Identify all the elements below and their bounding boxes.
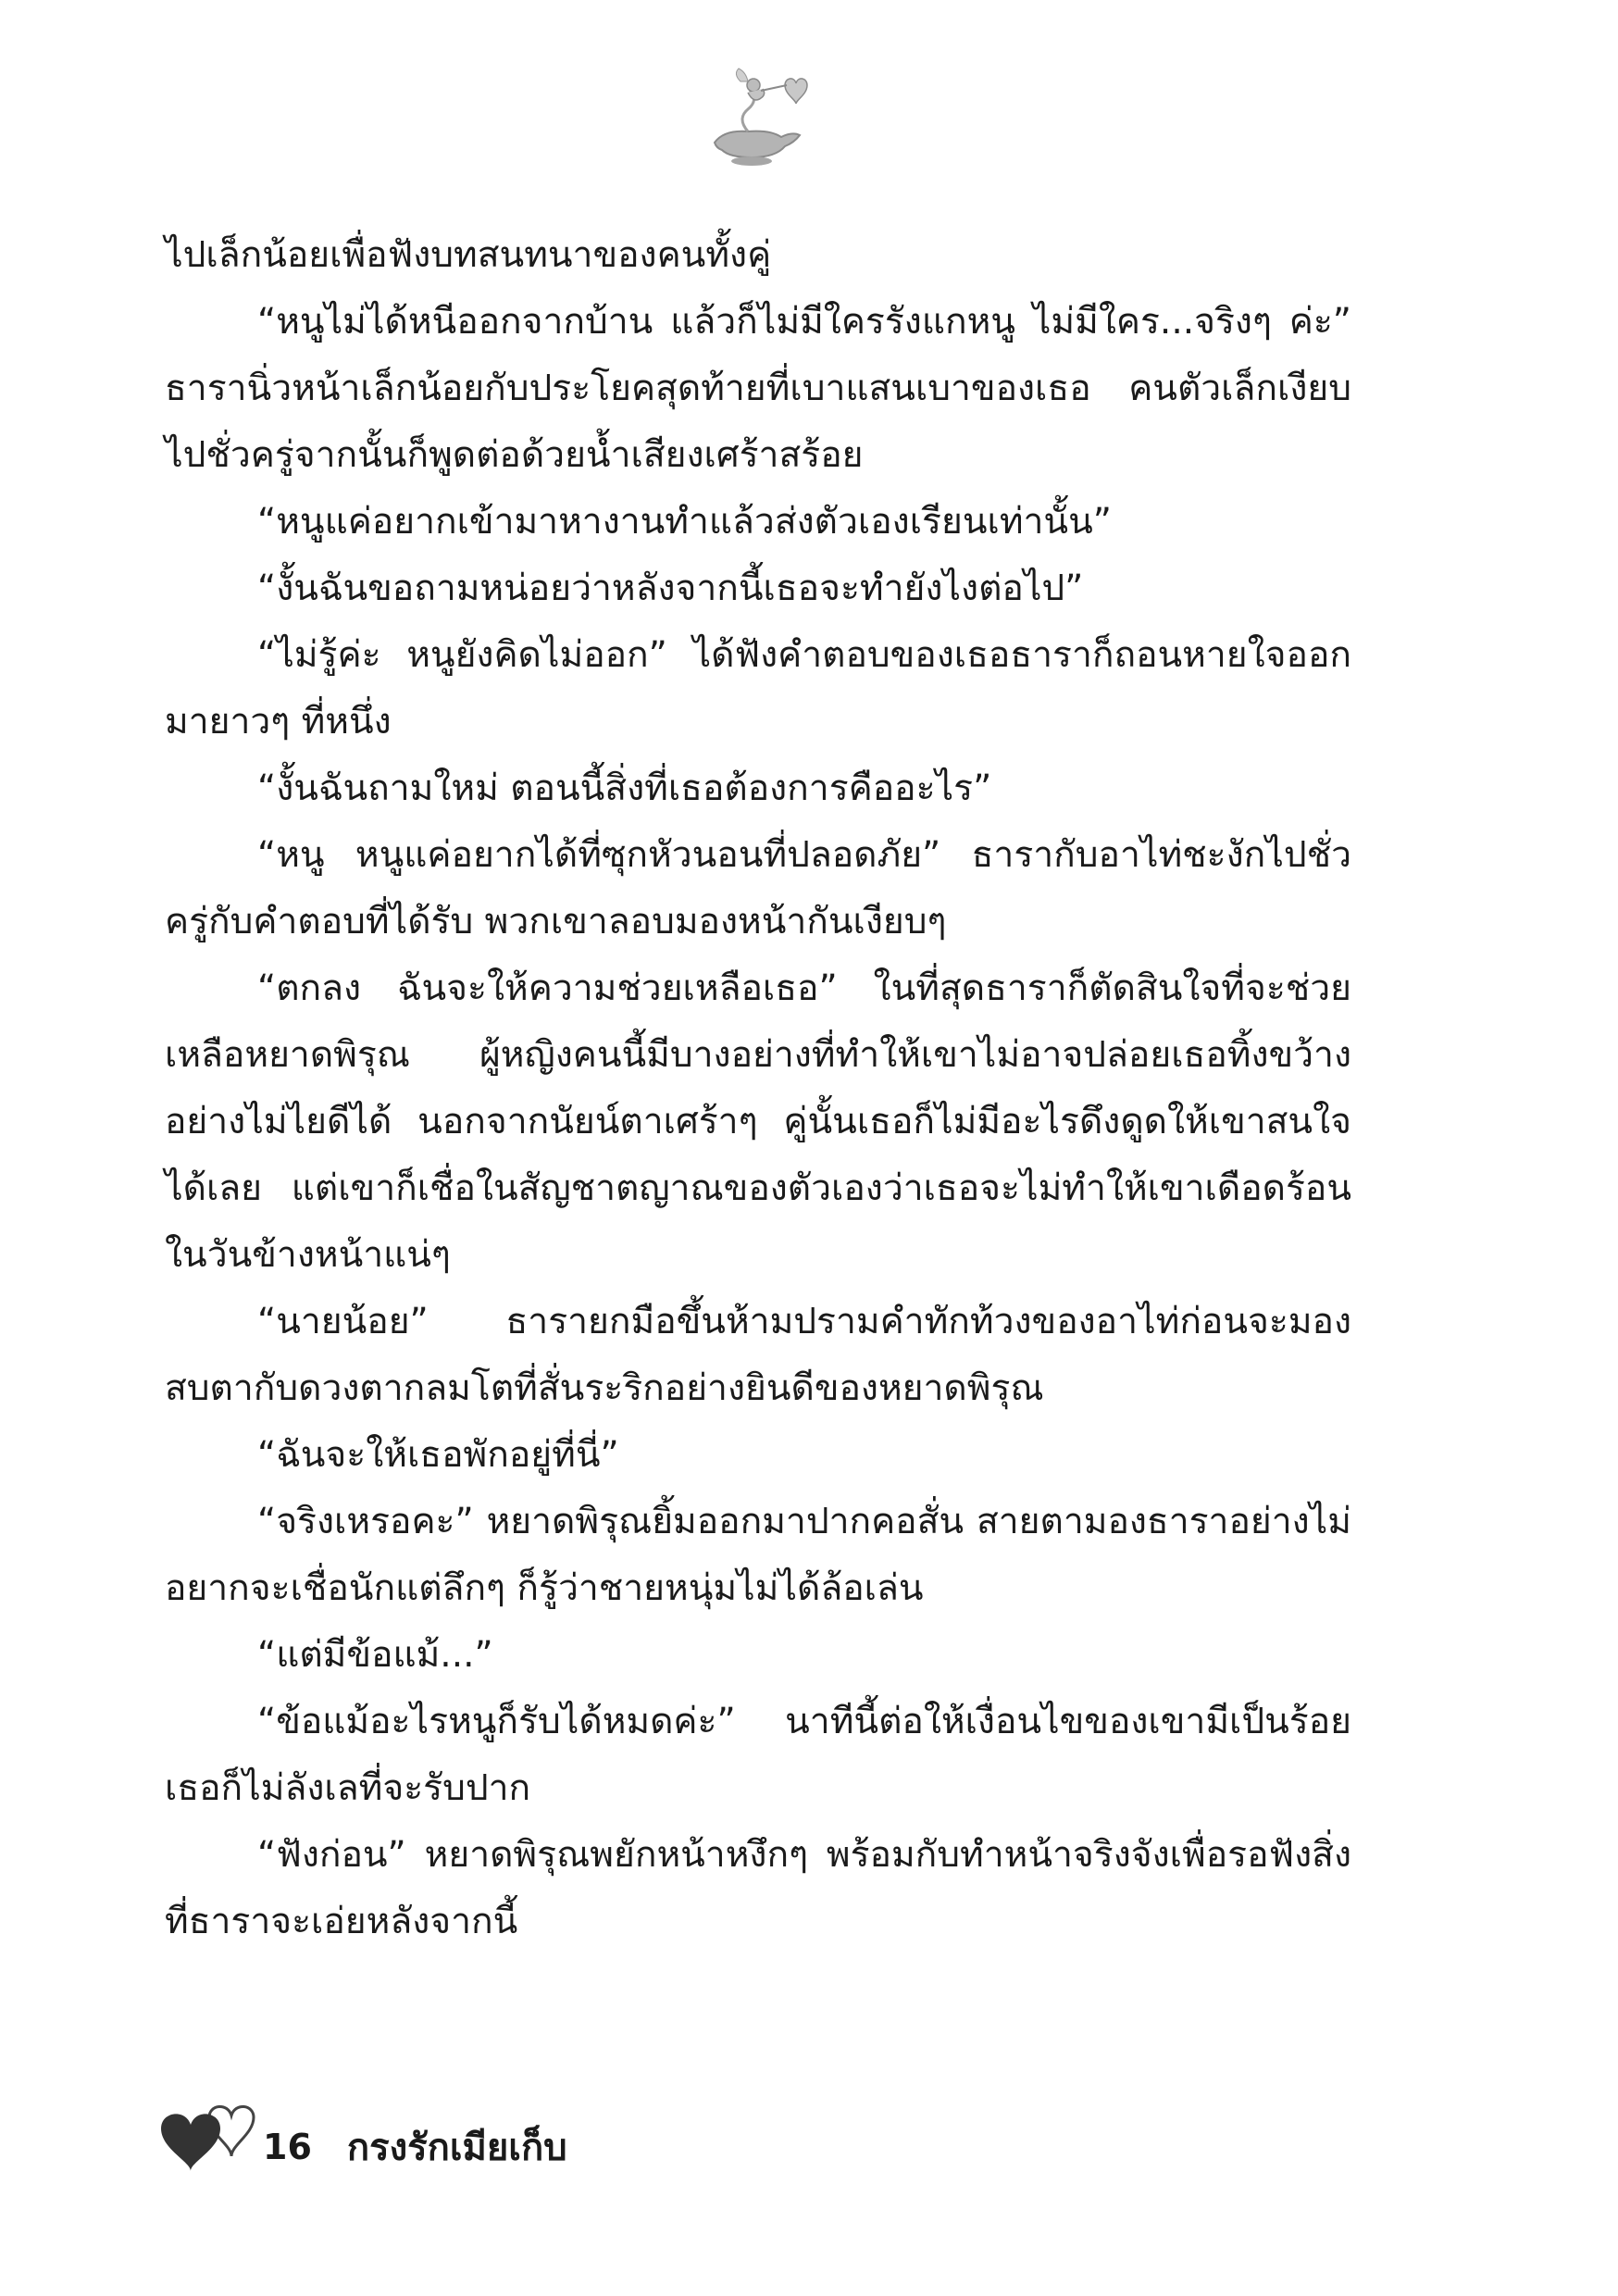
page-number: 16 (263, 2127, 312, 2167)
cupid-teapot-ornament-icon (696, 57, 816, 178)
paragraph-9: “นายน้อย” ธารายกมือขึ้นห้ามปรามคำทักท้วงของอาไท่ก่อนจะมองสบตากับดวงตากลมโตที่สั่นระริกอย่างยินดีของหยาดพิรุณ (165, 1301, 1351, 1409)
book-title: กรงรักเมียเก็บ (346, 2127, 567, 2169)
paragraph-3: “หนูแค่อยากเข้ามาหางานทำแล้วส่งตัวเองเรียนเท่านั้น” (257, 501, 1112, 543)
paragraph-4: “งั้นฉันขอถามหน่อยว่าหลังจากนี้เธอจะทำยังไงต่อไป” (257, 568, 1084, 609)
double-heart-icon (156, 2101, 257, 2173)
paragraph-1: ไปเล็กน้อยเพื่อฟังบทสนทนาของคนทั้งคู่ (165, 234, 772, 276)
paragraph-13: “ข้อแม้อะไรหนูก็รับได้หมดค่ะ” นาทีนี้ต่อให้เงื่อนไขของเขามีเป็นร้อยเธอก็ไม่ลังเลที่จะรับปาก (165, 1701, 1351, 1809)
paragraph-5: “ไม่รู้ค่ะ หนูยังคิดไม่ออก” ได้ฟังคำตอบของเธอธาราก็ถอนหายใจออกมายาวๆ ที่หนึ่ง (165, 634, 1351, 742)
header-ornament (696, 57, 816, 178)
page-footer (156, 2100, 567, 2174)
paragraph-7: “หนู หนูแค่อยากได้ที่ซุกหัวนอนที่ปลอดภัย” ธารากับอาไท่ชะงักไปชั่วครู่กับคำตอบที่ได้รับ พวกเขาลอบมองหน้ากันเงียบๆ (165, 834, 1351, 942)
paragraph-2: “หนูไม่ได้หนีออกจากบ้าน แล้วก็ไม่มีใครรังแกหนู ไม่มีใคร...จริงๆ ค่ะ” ธารานิ่วหน้าเล็กน้อยกับประโยคสุดท้ายที่เบาแสนเบาของเธอ คนตัวเล็กเงียบไปชั่วครู่จากนั้นก็พูดต่อด้วยน้ำเสียงเศร้าสร้อย (165, 301, 1351, 476)
paragraph-12: “แต่มีข้อแม้...” (257, 1634, 493, 1676)
paragraph-11: “จริงเหรอคะ” หยาดพิรุณยิ้มออกมาปากคอสั่น สายตามองธาราอย่างไม่อยากจะเชื่อนักแต่ลึกๆ ก็รู้ว่าชายหนุ่มไม่ได้ล้อเล่น (165, 1501, 1351, 1609)
paragraph-8: “ตกลง ฉันจะให้ความช่วยเหลือเธอ” ในที่สุดธาราก็ตัดสินใจที่จะช่วยเหลือหยาดพิรุณ ผู้หญิงคนนี้มีบางอย่างที่ทำให้เขาไม่อาจปล่อยเธอทิ้งขว้างอย่างไม่ไยดีได้ นอกจากนัยน์ตาเศร้าๆ คู่นั้นเธอก็ไม่มีอะไรดึงดูดให้เขาสนใจได้เลย แต่เขาก็เชื่อในสัญชาตญาณของตัวเองว่าเธอจะไม่ทำให้เขาเดือดร้อนในวันข้างหน้าแน่ๆ (165, 967, 1351, 1276)
paragraph-10: “ฉันจะให้เธอพักอยู่ที่นี่” (257, 1434, 619, 1476)
chapter-text (165, 222, 1351, 1955)
paragraph-14: “ฟังก่อน” หยาดพิรุณพยักหน้าหงึกๆ พร้อมกับทำหน้าจริงจังเพื่อรอฟังสิ่งที่ธาราจะเอ่ยหลังจากนี้ (165, 1834, 1351, 1942)
paragraph-6: “งั้นฉันถามใหม่ ตอนนี้สิ่งที่เธอต้องการคืออะไร” (257, 767, 992, 809)
